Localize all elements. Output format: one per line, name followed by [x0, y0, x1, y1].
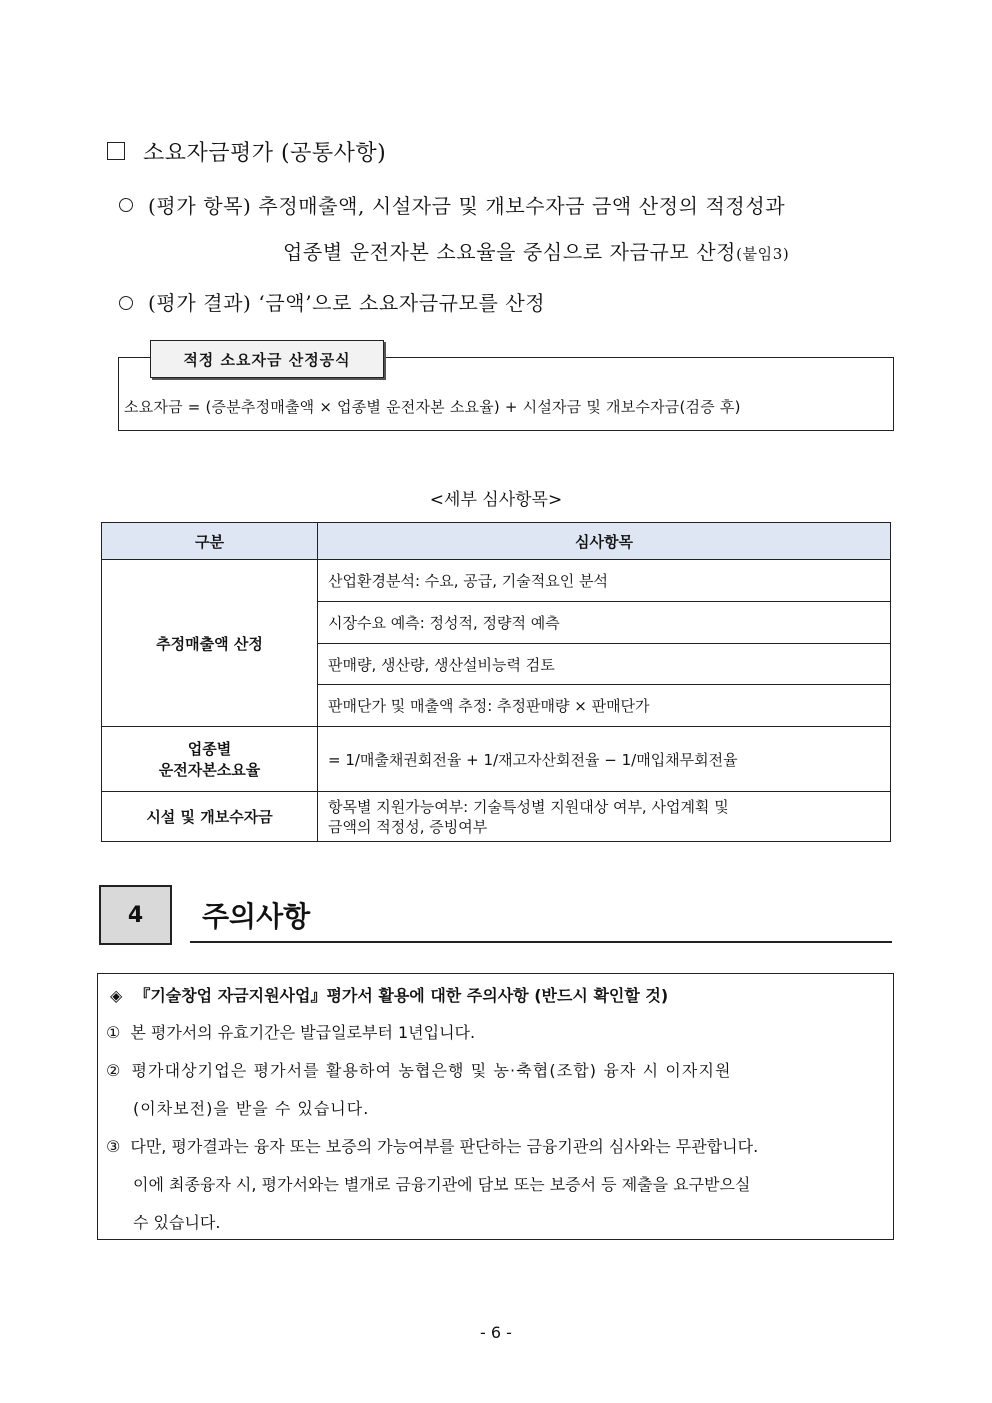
notice-item [106, 1058, 732, 1081]
item-cell: = 1/매출채권회전율 + 1/재고자산회전율 − 1/매입채무회전율 [318, 727, 891, 792]
bullet-circle-icon [119, 198, 133, 212]
notice-line: 수 있습니다. [133, 1213, 221, 1232]
table-row [102, 560, 891, 602]
table-header-row [102, 523, 891, 560]
item-cell: 시장수요 예측: 정성적, 정량적 예측 [318, 602, 891, 644]
category-cell: 시설 및 개보수자금 [102, 792, 318, 842]
section-checkbox-icon [107, 142, 125, 160]
table-row [102, 727, 891, 792]
bullet-continuation [283, 236, 789, 265]
item-cell: 산업환경분석: 수요, 공급, 기술적요인 분석 [318, 560, 891, 602]
detail-table [101, 522, 891, 842]
item-number: ① [106, 1023, 121, 1042]
section-heading: 소요자금평가 (공통사항) [143, 141, 387, 166]
table-caption: <세부 심사항목> [429, 490, 563, 510]
category-cell: 추정매출액 산정 [102, 560, 318, 727]
section-number-badge: 4 [99, 885, 172, 945]
diamond-icon: ◈ [110, 986, 123, 1005]
bullet-continuation-main: 업종별 운전자본 소요율을 중심으로 자금규모 산정 [283, 240, 737, 264]
notice-line: (이차보전)을 받을 수 있습니다. [133, 1099, 370, 1118]
item-number: ② [106, 1061, 122, 1080]
notice-item [106, 1020, 475, 1043]
bullet-line: (평가 항목) 추정매출액, 시설자금 및 개보수자금 금액 산정의 적정성과 [148, 194, 786, 218]
item-cell [318, 792, 891, 842]
notice-heading-text: 『기술창업 자금지원사업』평가서 활용에 대한 주의사항 (반드시 확인할 것) [134, 986, 669, 1005]
item-number: ③ [106, 1137, 121, 1156]
notice-line: 다만, 평가결과는 융자 또는 보증의 가능여부를 판단하는 금융기관의 심사와는 무관합니다. [130, 1137, 759, 1156]
category-cell [102, 727, 318, 792]
category-line: 운전자본소요율 [158, 761, 261, 779]
formula-title: 적정 소요자금 산정공식 [150, 340, 384, 378]
notice-heading [110, 983, 668, 1006]
notice-line: 평가대상기업은 평가서를 활용하여 농협은행 및 농·축협(조합) 융자 시 이자지원 [131, 1061, 732, 1080]
item-cell: 판매단가 및 매출액 추정: 추정판매량 × 판매단가 [318, 685, 891, 727]
header-category: 구분 [102, 523, 318, 560]
category-line: 업종별 [187, 740, 232, 758]
attachment-note: (붙임3) [736, 245, 790, 263]
header-items: 심사항목 [318, 523, 891, 560]
section-title-underline [190, 941, 892, 943]
notice-line: 본 평가서의 유효기간은 발급일로부터 1년입니다. [130, 1023, 476, 1042]
formula-text: 소요자금 = (증분추정매출액 × 업종별 운전자본 소요율) + 시설자금 및 개보수자금(검증 후) [124, 398, 741, 416]
item-line: 항목별 지원가능여부: 기술특성별 지원대상 여부, 사업계획 및 [328, 797, 729, 816]
bullet-circle-icon [119, 296, 133, 310]
section-title: 주의사항 [202, 900, 311, 933]
table-row [102, 792, 891, 842]
item-cell: 판매량, 생산량, 생산설비능력 검토 [318, 644, 891, 685]
item-line: 금액의 적정성, 증빙여부 [328, 817, 488, 836]
notice-item [106, 1134, 758, 1157]
bullet-line: (평가 결과) ‘금액’으로 소요자금규모를 산정 [148, 291, 546, 315]
page-number: - 6 - [480, 1323, 512, 1342]
notice-line: 이에 최종융자 시, 평가서와는 별개로 금융기관에 담보 또는 보증서 등 제출을 요구받으실 [133, 1175, 751, 1194]
